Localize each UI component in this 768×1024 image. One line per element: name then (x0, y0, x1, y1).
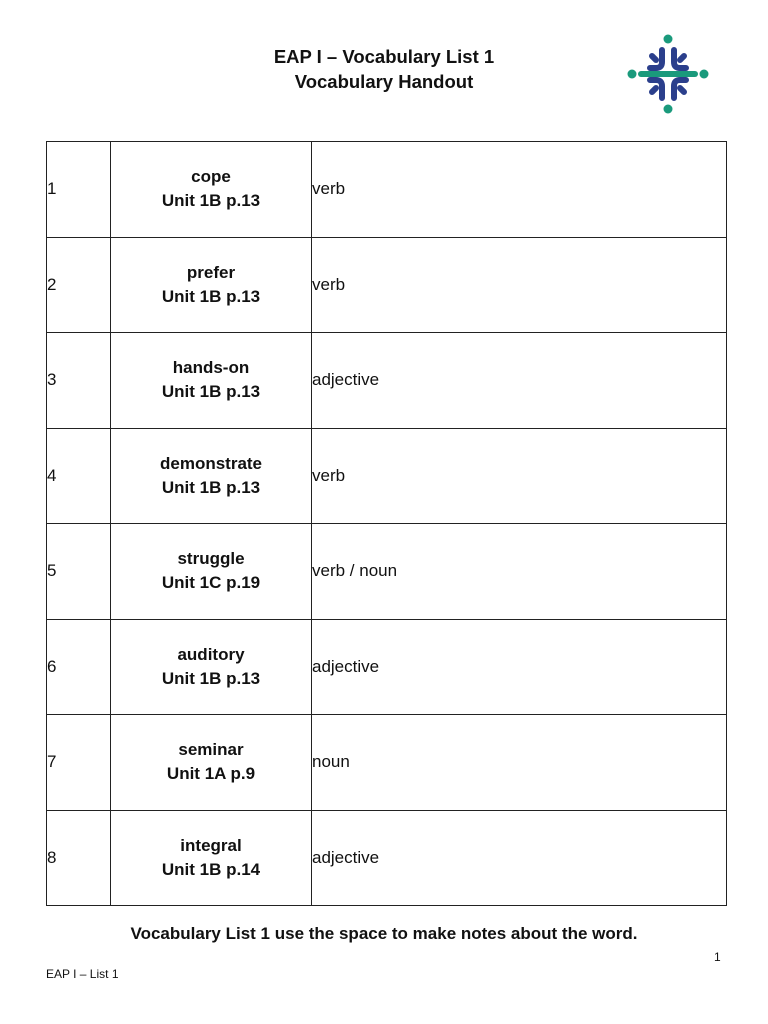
row-number: 2 (47, 237, 111, 333)
unit-reference: Unit 1B p.13 (161, 191, 261, 211)
row-number: 8 (47, 810, 111, 906)
table-row (47, 333, 727, 429)
word-cell (111, 715, 312, 811)
word-cell (111, 237, 312, 333)
row-number: 7 (47, 715, 111, 811)
unit-reference: Unit 1A p.9 (166, 764, 256, 784)
table-row (47, 428, 727, 524)
vocab-word: auditory (177, 644, 245, 664)
row-number: 1 (47, 142, 111, 238)
vocab-word: seminar (178, 740, 244, 760)
vocab-word: hands-on (172, 358, 250, 378)
vocab-word: cope (191, 167, 231, 187)
unit-reference: Unit 1B p.13 (161, 286, 261, 306)
part-of-speech: adjective (312, 333, 727, 429)
word-cell (111, 428, 312, 524)
unit-reference: Unit 1B p.13 (161, 382, 261, 402)
table-row (47, 237, 727, 333)
word-cell (111, 524, 312, 620)
part-of-speech: noun (312, 715, 727, 811)
unit-reference: Unit 1B p.13 (161, 477, 261, 497)
table-row (47, 810, 727, 906)
word-cell (111, 142, 312, 238)
vocab-word: struggle (177, 549, 245, 569)
page-number: 1 (714, 950, 721, 964)
word-cell (111, 333, 312, 429)
part-of-speech: verb (312, 142, 727, 238)
institution-logo-icon (622, 30, 718, 118)
table-row (47, 619, 727, 715)
unit-reference: Unit 1C p.19 (161, 573, 261, 593)
part-of-speech: verb (312, 237, 727, 333)
part-of-speech: adjective (312, 619, 727, 715)
part-of-speech: verb / noun (312, 524, 727, 620)
unit-reference: Unit 1B p.14 (161, 859, 261, 879)
page-subtitle: Vocabulary Handout (294, 71, 474, 92)
row-number: 3 (47, 333, 111, 429)
word-cell (111, 810, 312, 906)
unit-reference: Unit 1B p.13 (161, 668, 261, 688)
table-row (47, 524, 727, 620)
vocab-word: demonstrate (159, 453, 263, 473)
part-of-speech: verb (312, 428, 727, 524)
vocab-word: prefer (186, 262, 236, 282)
row-number: 4 (47, 428, 111, 524)
row-number: 5 (47, 524, 111, 620)
table-row (47, 715, 727, 811)
table-row (47, 142, 727, 238)
instruction-note: Vocabulary List 1 use the space to make notes about the word. (130, 924, 638, 943)
word-cell (111, 619, 312, 715)
vocabulary-table (46, 141, 727, 906)
vocab-word: integral (180, 835, 242, 855)
row-number: 6 (47, 619, 111, 715)
part-of-speech: adjective (312, 810, 727, 906)
footer-label: EAP I – List 1 (46, 967, 119, 981)
page-title: EAP I – Vocabulary List 1 (273, 46, 495, 67)
